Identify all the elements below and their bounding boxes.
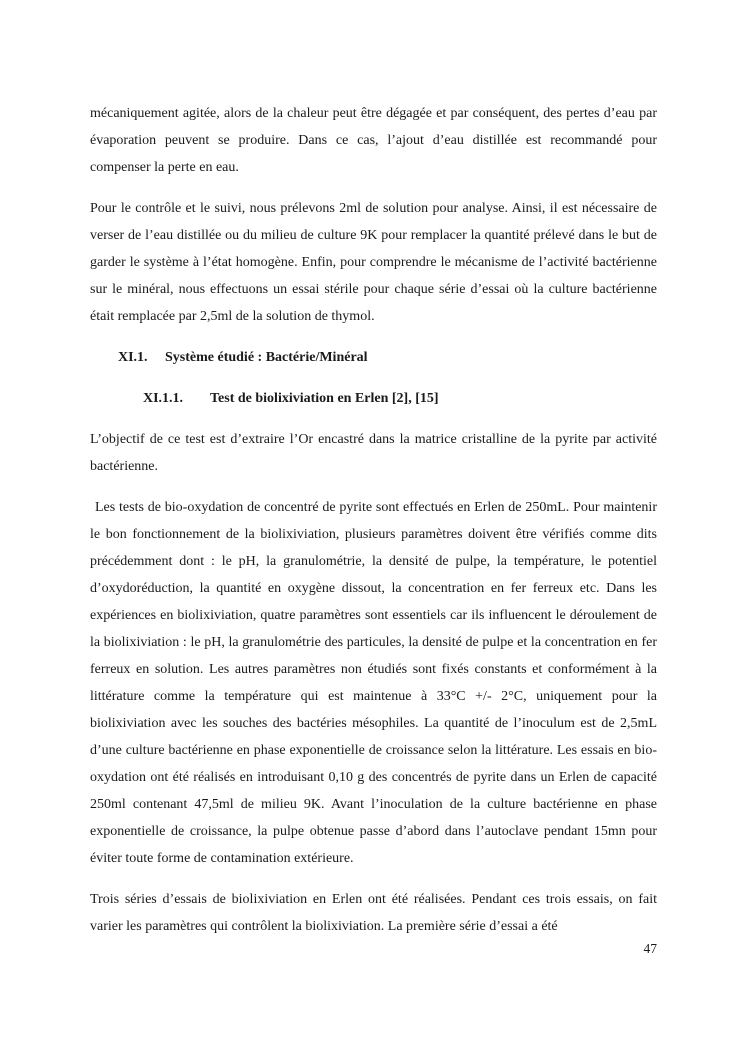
body-paragraph: Pour le contrôle et le suivi, nous prélevons 2ml de solution pour analyse. Ainsi, il est nécessaire de verser de l’eau distillée ou du milieu de culture 9K pour remplacer la quantité prélevé dans le but de garder le système à l’état homogène. Enfin, pour comprendre le mécanisme de l’activité bactérienne sur le minéral, nous effectuons un essai stérile pour chaque série d’essai où la culture bactérienne était remplacée par 2,5ml de la solution de thymol. bbox=[90, 201, 657, 324]
body-paragraph: mécaniquement agitée, alors de la chaleur peut être dégagée et par conséquent, des pertes d’eau par évaporation peuvent se produire. Dans ce cas, l’ajout d’eau distillée est recommandé pour compenser la perte en eau. bbox=[90, 106, 657, 175]
body-paragraph: Les tests de bio-oxydation de concentré de pyrite sont effectués en Erlen de 250mL. Pour maintenir le bon fonctionnement de la biolixiviation, plusieurs paramètres doivent être vérifiés comme dits précédemment dont : le pH, la granulométrie, la densité de pulpe, la température, le potentiel d’oxydoréduction, la quantité en oxygène dissout, la concentration en fer ferreux etc. Dans les expériences en biolixiviation, quatre paramètres sont essentiels car ils influencent le déroulement de la biolixiviation : le pH, la granulométrie des particules, la densité de pulpe et la concentration en fer ferreux en solution. Les autres paramètres non étudiés sont fixés constants et conformément à la littérature comme la température qui est maintenue à 33°C +/- 2°C, uniquement pour la biolixiviation avec les souches des bactéries mésophiles. La quantité de l’inoculum est de 2,5mL d’une culture bactérienne en phase exponentielle de croissance selon la littérature. Les essais en bio-oxydation ont été réalisés en introduisant 0,10 g des concentrés de pyrite dans un Erlen de capacité 250ml contenant 47,5ml de milieu 9K. Avant l’inoculation de la culture bactérienne en phase exponentielle de croissance, la pulpe obtenue passe d’abord dans l’autoclave pendant 15mn pour éviter toute forme de contamination extérieure. bbox=[90, 500, 657, 866]
subsection-heading bbox=[143, 385, 657, 412]
section-number: XI.1. bbox=[118, 350, 148, 365]
section-title: Système étudié : Bactérie/Minéral bbox=[165, 350, 368, 365]
text-block bbox=[90, 100, 657, 940]
subsection-title: Test de biolixiviation en Erlen [2], [15] bbox=[210, 391, 439, 406]
body-paragraph: L’objectif de ce test est d’extraire l’Or encastré dans la matrice cristalline de la pyrite par activité bactérienne. bbox=[90, 432, 657, 474]
section-heading bbox=[118, 344, 657, 371]
body-paragraph: Trois séries d’essais de biolixiviation en Erlen ont été réalisées. Pendant ces trois essais, on fait varier les paramètres qui contrôlent la biolixiviation. La première série d’essai a été bbox=[90, 892, 657, 934]
subsection-number: XI.1.1. bbox=[143, 391, 184, 406]
page-number: 47 bbox=[643, 941, 657, 956]
